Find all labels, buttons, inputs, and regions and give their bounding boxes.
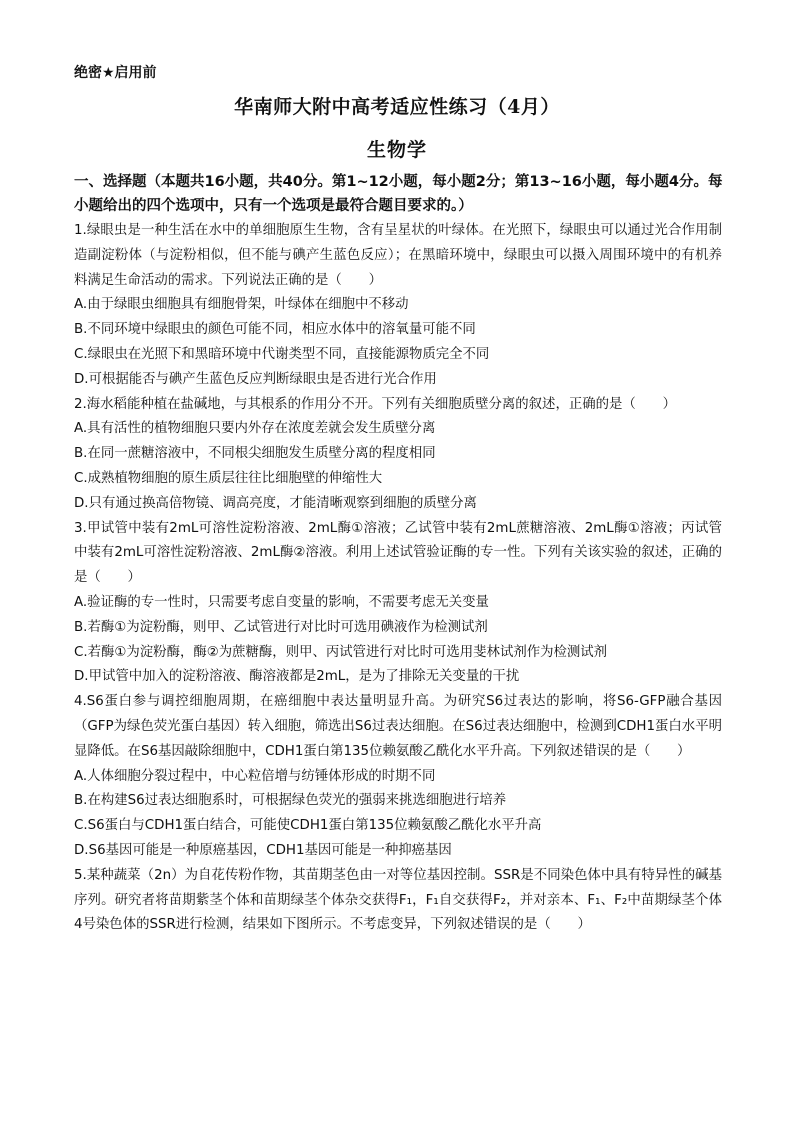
option-d: D.甲试管中加入的淀粉溶液、酶溶液都是2mL，是为了排除无关变量的干扰 [74, 669, 520, 685]
question-list [74, 219, 722, 938]
question-3 [74, 517, 722, 691]
option-a: A.人体细胞分裂过程中，中心粒倍增与纺锤体形成的时期不同 [74, 768, 436, 784]
question-5 [74, 864, 722, 938]
option-b: B.在同一蔗糖溶液中，不同根尖细胞发生质壁分离的程度相同 [74, 446, 436, 462]
option-a: A.由于绿眼虫细胞具有细胞骨架，叶绿体在细胞中不移动 [74, 297, 409, 313]
option-c: C.成熟植物细胞的原生质层往往比细胞壁的伸缩性大 [74, 470, 383, 486]
section-heading: 一、选择题（本题共16小题，共40分。第1~12小题，每小题2分；第13~16小题，每小题4分。每小题给出的四个选项中，只有一个选项是最符合题目要求的。） [74, 174, 723, 214]
option-a: A.验证酶的专一性时，只需要考虑自变量的影响，不需要考虑无关变量 [74, 594, 489, 610]
question-stem: 2.海水稻能种植在盐碱地，与其根系的作用分不开。下列有关细胞质壁分离的叙述，正确的是（ ） [74, 396, 676, 412]
option-b: B.不同环境中绿眼虫的颜色可能不同，相应水体中的溶氧量可能不同 [74, 322, 476, 338]
question-stem: 4.S6蛋白参与调控细胞周期，在癌细胞中表达量明显升高。为研究S6过表达的影响，将S6-GFP融合基因（GFP为绿色荧光蛋白基因）转入细胞，筛选出S6过表达细胞。在S6过表达细胞中，检测到CDH1蛋白水平明显降低。在S6基因敲除细胞中，CDH1蛋白第135位赖氨酸乙酰化水平升高。下列叙述错误的是（ ） [74, 694, 722, 759]
option-c: C.S6蛋白与CDH1蛋白结合，可能使CDH1蛋白第135位赖氨酸乙酰化水平升高 [74, 818, 542, 834]
question-stem: 5.某种蔬菜（2n）为自花传粉作物，其苗期茎色由一对等位基因控制。SSR是不同染色体中具有特异性的碱基序列。研究者将苗期紫茎个体和苗期绿茎个体杂交获得F₁，F₁自交获得F₂，并对亲本、F₁、F₂中苗期绿茎个体4号染色体的SSR进行检测，结果如下图所示。不考虑变异，下列叙述错误的是（ ） [74, 867, 722, 933]
option-d: D.只有通过换高倍物镜、调高亮度，才能清晰观察到细胞的质壁分离 [74, 495, 477, 511]
option-d: D.可根据能否与碘产生蓝色反应判断绿眼虫是否进行光合作用 [74, 371, 437, 387]
option-b: B.若酶①为淀粉酶，则甲、乙试管进行对比时可选用碘液作为检测试剂 [74, 619, 488, 635]
option-a: A.具有活性的植物细胞只要内外存在浓度差就会发生质壁分离 [74, 421, 436, 437]
option-c: C.若酶①为淀粉酶，酶②为蔗糖酶，则甲、丙试管进行对比时可选用斐林试剂作为检测试剂 [74, 644, 608, 660]
question-1 [74, 219, 722, 393]
secret-mark: 绝密★启用前 [74, 65, 157, 81]
question-4 [74, 690, 722, 864]
question-2 [74, 393, 722, 517]
subject-title: 生物学 [366, 139, 427, 161]
option-d: D.S6基因可能是一种原癌基因，CDH1基因可能是一种抑癌基因 [74, 842, 452, 858]
exam-title: 华南师大附中高考适应性练习（4月） [234, 96, 560, 118]
option-b: B.在构建S6过表达细胞系时，可根据绿色荧光的强弱来挑选细胞进行培养 [74, 793, 507, 809]
option-c: C.绿眼虫在光照下和黑暗环境中代谢类型不同，直接能源物质完全不同 [74, 346, 490, 362]
question-stem: 3.甲试管中装有2mL可溶性淀粉溶液、2mL酶①溶液；乙试管中装有2mL蔗糖溶液、2mL酶①溶液；丙试管中装有2mL可溶性淀粉溶液、2mL酶②溶液。利用上述试管验证酶的专一性。下列有关该实验的叙述，正确的是（ ） [74, 520, 722, 586]
question-stem: 1.绿眼虫是一种生活在水中的单细胞原生生物，含有呈星状的叶绿体。在光照下，绿眼虫可以通过光合作用制造副淀粉体（与淀粉相似，但不能与碘产生蓝色反应）；在黑暗环境中，绿眼虫可以摄入周围环境中的有机养料满足生命活动的需求。下列说法正确的是（ ） [74, 223, 722, 288]
